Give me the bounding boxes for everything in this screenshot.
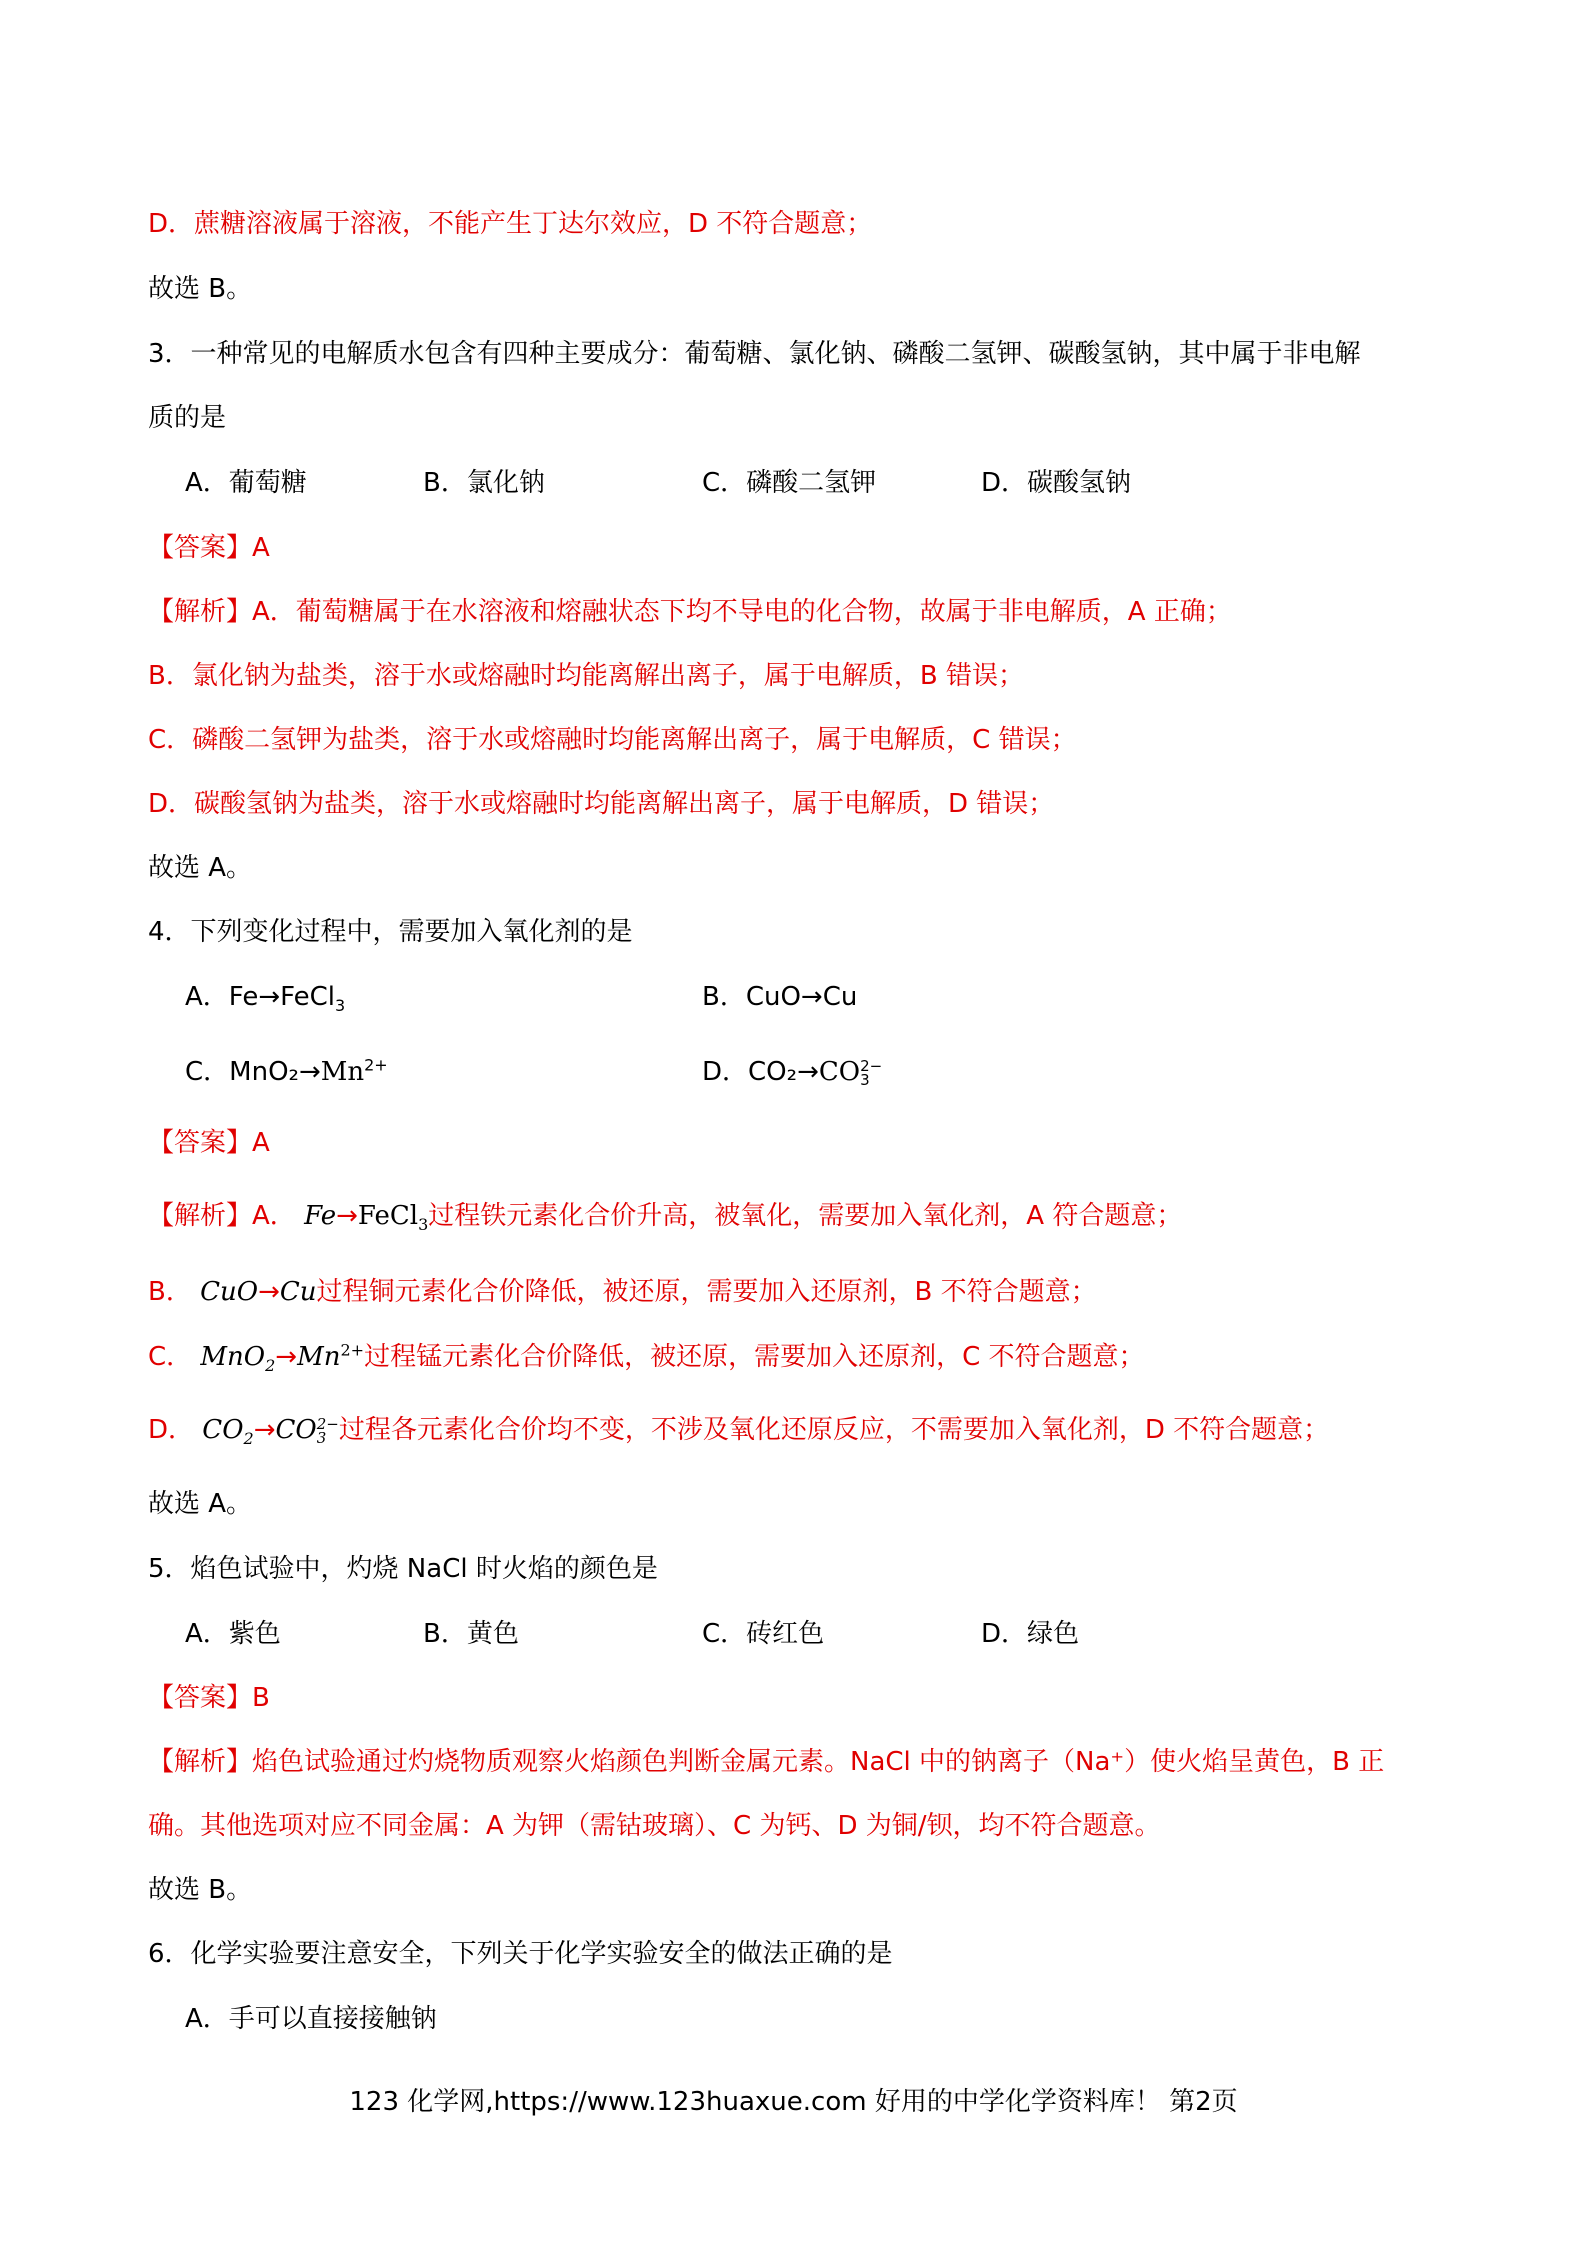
q3-option-a: A．葡萄糖 <box>185 468 307 498</box>
explanation-text: 焰色试验通过灼烧物质观察火焰颜色判断金属元素。NaCl 中的钠离子（Na⁺）使火焰呈黄色，B 正 <box>252 1747 1385 1777</box>
answer-tag: 【答案】 <box>148 1128 253 1158</box>
answer-tag: 【答案】 <box>148 533 253 563</box>
q3-answer <box>148 531 1448 565</box>
question-5: 5．焰色试验中，灼烧 NaCl 时火焰的颜色是 <box>148 1554 658 1584</box>
explanation-tag: 【解析】 <box>148 597 253 627</box>
q4-option-c: C．$MnO_2\to Mn^{2+}$ <box>185 1055 388 1087</box>
text-line: C．磷酸二氢钾为盐类，溶于水或熔融时均能离解出离子，属于电解质，C 错误； <box>148 725 1077 755</box>
text-line: D．碳酸氢钠为盐类，溶于水或熔融时均能离解出离子，属于电解质，D 错误； <box>148 789 1055 819</box>
q5-option-d: D．绿色 <box>981 1619 1080 1649</box>
q5-option-b: B．黄色 <box>423 1619 519 1649</box>
answer-value: A <box>252 533 270 563</box>
arrow-icon: → <box>258 1277 280 1307</box>
explanation-tag: 【解析】 <box>148 1201 253 1231</box>
arrow-icon: → <box>253 1415 276 1445</box>
q3-explanation <box>148 595 1448 629</box>
q5-option-a: A．紫色 <box>185 1619 281 1649</box>
answer-value: A <box>252 1128 270 1158</box>
text-line: 故选 A。 <box>148 1489 253 1519</box>
explanation-text: A．葡萄糖属于在水溶液和熔融状态下均不导电的化合物，故属于非电解质，A 正确； <box>252 597 1232 627</box>
text-line: D．蔗糖溶液属于溶液，不能产生丁达尔效应，D 不符合题意； <box>148 209 873 239</box>
q4-option-a: A．Fe→FeCl$_3$ <box>185 982 346 1016</box>
q4-option-d: D．CO₂→CO 2− 3 <box>702 1056 883 1089</box>
text-line: 故选 A。 <box>148 853 253 883</box>
q4-explanation-c: C． $MnO_2\to Mn^{2+}$过程锰元素化合价降低，被还原，需要加入还原剂，C 不符合题意； <box>148 1340 1145 1376</box>
answer-value: B <box>252 1683 270 1713</box>
question-4: 4．下列变化过程中，需要加入氧化剂的是 <box>148 917 633 947</box>
q3-option-d: D．碳酸氢钠 <box>981 468 1132 498</box>
q5-answer <box>148 1681 1448 1715</box>
q4-answer <box>148 1126 1448 1160</box>
question-3: 3．一种常见的电解质水包含有四种主要成分：葡萄糖、氯化钠、磷酸二氢钾、碳酸氢钠，其中属于非电解 <box>148 339 1361 369</box>
q3-option-c: C．磷酸二氢钾 <box>702 468 877 498</box>
text-line: 确。其他选项对应不同金属：A 为钾（需钴玻璃）、C 为钙、D 为铜/钡，均不符合题意。 <box>148 1811 1161 1841</box>
explanation-tag: 【解析】 <box>148 1747 253 1777</box>
q5-explanation <box>148 1745 1448 1779</box>
arrow-icon: → <box>275 1342 298 1372</box>
q4-explanation-b: B． CuO→Cu过程铜元素化合价降低，被还原，需要加入还原剂，B 不符合题意； <box>148 1277 1097 1307</box>
answer-tag: 【答案】 <box>148 1683 253 1713</box>
text-line: 故选 B。 <box>148 274 253 304</box>
q4-option-b: B．CuO→Cu <box>702 982 858 1012</box>
text-line: B．氯化钠为盐类，溶于水或熔融时均能离解出离子，属于电解质，B 错误； <box>148 661 1024 691</box>
question-3-cont: 质的是 <box>148 403 227 433</box>
text-line: 故选 B。 <box>148 1875 253 1905</box>
q4-explanation-a: 【解析】A． Fe→FeCl$_3$过程铁元素化合价升高，被氧化，需要加入氧化剂，A 符合题意； <box>148 1201 1183 1235</box>
q5-option-c: C．砖红色 <box>702 1619 825 1649</box>
page-footer: 123 化学网,https://www.123huaxue.com 好用的中学化学资料库！ 第2页 <box>349 2087 1238 2117</box>
question-6: 6．化学实验要注意安全，下列关于化学实验安全的做法正确的是 <box>148 1939 893 1969</box>
arrow-icon: → <box>336 1201 358 1231</box>
q4-explanation-d: D． $CO_2\to CO$ 2− 3 过程各元素化合价均不变，不涉及氧化还原反应，不需要加入氧化剂，D 不符合题意； <box>148 1414 1330 1449</box>
q6-option-a: A．手可以直接接触钠 <box>185 2004 437 2034</box>
q3-option-b: B．氯化钠 <box>423 468 545 498</box>
